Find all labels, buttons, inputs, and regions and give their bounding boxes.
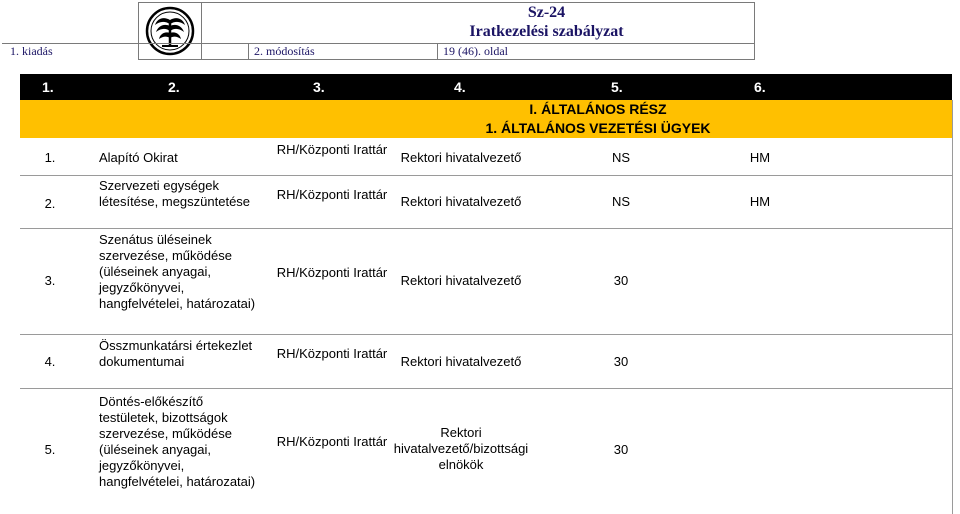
column-1-label: 1. — [42, 79, 54, 95]
edition-label: 1. kiadás — [10, 44, 53, 58]
table-row — [20, 176, 952, 228]
column-4-label: 4. — [454, 79, 466, 95]
document-title: Iratkezelési szabályzat — [469, 23, 624, 40]
row-description: Szervezeti egységek létesítése, megszüntetése — [99, 178, 251, 209]
row-description: Összmunkatársi értekezlet dokumentumai — [99, 338, 253, 369]
row-disposition: HM — [749, 150, 771, 165]
section-chapter-title: 1. ÁLTALÁNOS VEZETÉSI ÜGYEK — [244, 119, 952, 138]
column-2-label: 2. — [168, 79, 180, 95]
row-responsible: Rektori hivatalvezető — [400, 150, 522, 165]
row-storage-place: RH/Központi Irattár — [276, 346, 388, 361]
section-part-title: I. ÁLTALÁNOS RÉSZ — [244, 100, 952, 119]
row-storage-place: RH/Központi Irattár — [276, 142, 388, 157]
row-number: 3. — [44, 273, 56, 288]
table-row — [20, 392, 952, 510]
row-responsible: Rektori hivatalvezető — [400, 273, 522, 288]
row-storage-place: RH/Központi Irattár — [276, 187, 388, 202]
page-label: 19 (46). oldal — [443, 44, 508, 58]
row-storage-place: RH/Központi Irattár — [276, 434, 388, 449]
row-number: 4. — [44, 354, 56, 369]
records-table — [20, 74, 960, 514]
row-retention: 30 — [613, 354, 629, 369]
table-right-border — [952, 100, 953, 514]
table-row — [20, 230, 952, 332]
row-responsible: Rektori hivatalvezető — [400, 194, 522, 209]
revision-label: 2. módosítás — [254, 44, 315, 58]
column-number-bar — [20, 74, 952, 100]
row-retention: NS — [611, 194, 631, 209]
row-number: 5. — [44, 442, 56, 457]
row-description: Szenátus üléseinek szervezése, működése (üléseinek anyagai, jegyzőkönyvei, hangfelvételei, határozatai) — [99, 232, 256, 311]
row-retention: 30 — [613, 442, 629, 457]
document-header — [10, 2, 755, 60]
column-6-label: 6. — [754, 79, 766, 95]
document-meta-row — [2, 43, 754, 59]
column-3-label: 3. — [313, 79, 325, 95]
row-responsible: Rektori hivatalvezető/bizottsági elnökök — [393, 425, 529, 472]
row-divider — [20, 334, 952, 335]
row-description: Alapító Okirat — [99, 150, 178, 165]
column-5-label: 5. — [611, 79, 623, 95]
row-number: 1. — [44, 150, 56, 165]
row-divider — [20, 228, 952, 229]
section-banner-fill — [20, 100, 244, 119]
row-description: Döntés-előkészítő testületek, bizottságok szervezése, működése (üléseinek anyagai, jegyzőkönyvei, hangfelvételei, határozatai) — [99, 394, 256, 489]
section-banner-fill-2 — [20, 119, 244, 138]
row-retention: NS — [611, 150, 631, 165]
table-row — [20, 140, 952, 176]
row-divider — [20, 388, 952, 389]
row-retention: 30 — [613, 273, 629, 288]
row-responsible: Rektori hivatalvezető — [400, 354, 522, 369]
row-number: 2. — [44, 196, 56, 211]
table-row — [20, 336, 952, 388]
document-code: Sz-24 — [527, 4, 566, 21]
row-disposition: HM — [749, 194, 771, 209]
row-storage-place: RH/Központi Irattár — [276, 265, 388, 280]
